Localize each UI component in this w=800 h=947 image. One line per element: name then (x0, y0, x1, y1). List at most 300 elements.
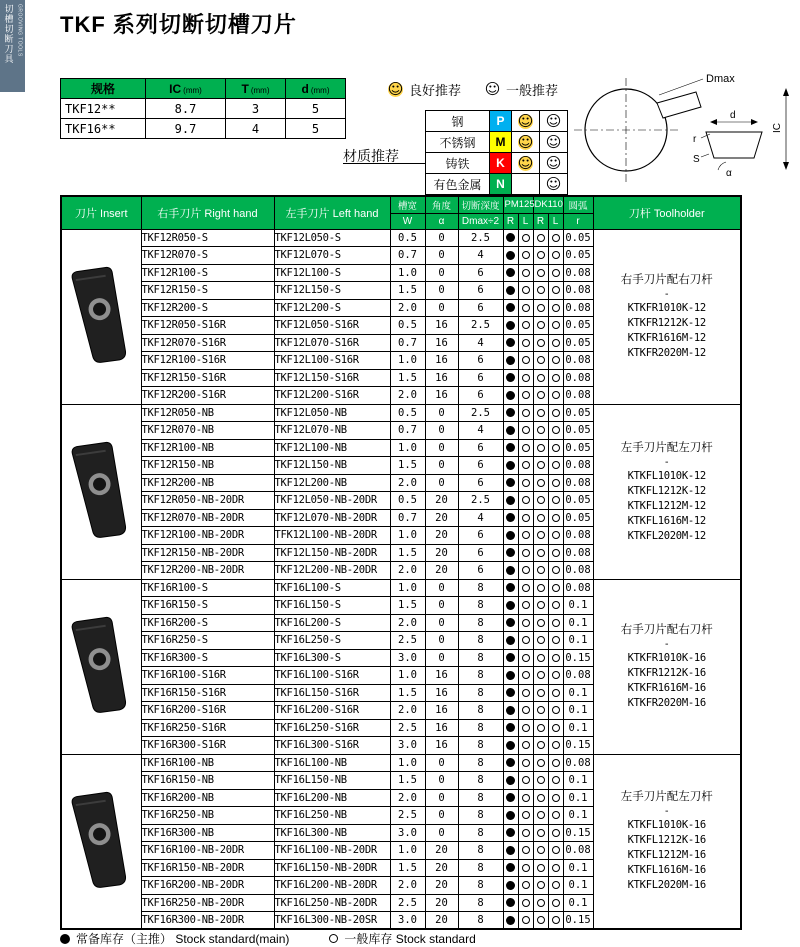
corner-radius-value: 0.1 (563, 684, 593, 702)
pm125-l-stock-cell (518, 824, 533, 842)
pm125-l-stock-cell (518, 387, 533, 405)
stock-main-dot-icon (506, 846, 515, 855)
groove-width-value: 1.0 (390, 667, 425, 685)
stock-normal-dot-icon (537, 321, 545, 329)
toolholder-dash: - (665, 455, 669, 468)
material-row (426, 153, 568, 174)
pm125-l-stock-cell (518, 842, 533, 860)
corner-radius-value: 0.1 (563, 807, 593, 825)
corner-radius-value: 0.08 (563, 544, 593, 562)
right-hand-model: TKF12R070-NB-20DR (141, 509, 274, 527)
dk110-r-stock-cell (533, 894, 548, 912)
normal-smiley-icon: ☺ (545, 153, 562, 172)
stock-normal-dot-icon (537, 391, 545, 399)
cut-depth-value: 8 (458, 772, 503, 790)
stock-normal-dot-icon (522, 794, 530, 802)
stock-normal-dot-icon (537, 234, 545, 242)
right-hand-model: TKF12R070-S (141, 247, 274, 265)
corner-radius-value: 0.1 (563, 772, 593, 790)
stock-main-dot-icon (506, 513, 515, 522)
pm125-r-stock-cell (503, 457, 518, 475)
cut-depth-value: 8 (458, 842, 503, 860)
stock-normal-dot-icon (522, 601, 530, 609)
spec-header-row (61, 79, 346, 99)
pm125-r-stock-cell (503, 527, 518, 545)
dk110-l-stock-cell (548, 597, 563, 615)
pm125-l-stock-cell (518, 597, 533, 615)
stock-main-dot-icon (506, 373, 515, 382)
toolholder-model: KTKFL1010K-12 (627, 469, 706, 482)
right-hand-model: TKF16R200-NB-20DR (141, 877, 274, 895)
right-hand-model: TKF12R150-S16R (141, 369, 274, 387)
toolholder-model: KTKFR1616M-12 (627, 332, 706, 344)
stock-normal-dot-icon (537, 759, 545, 767)
angle-value: 0 (425, 229, 458, 247)
dk110-r-stock-cell (533, 632, 548, 650)
side-tab-en-label: GROOVING TOOLS (16, 4, 23, 57)
right-hand-model: TKF16R250-S (141, 632, 274, 650)
stock-normal-dot-icon (537, 566, 545, 574)
groove-width-value: 1.5 (390, 597, 425, 615)
cut-depth-value: 6 (458, 387, 503, 405)
dk110-l-stock-cell (548, 737, 563, 755)
dk110-r-stock-cell (533, 474, 548, 492)
corner-radius-value: 0.05 (563, 317, 593, 335)
corner-radius-value: 0.15 (563, 737, 593, 755)
left-hand-model: TKF16L300-NB-20SR (274, 912, 390, 930)
angle-value: 20 (425, 527, 458, 545)
stock-normal-dot-icon (552, 584, 560, 592)
angle-value: 0 (425, 422, 458, 440)
right-hand-model: TKF16R100-S (141, 579, 274, 597)
left-hand-model: TKF16L150-S (274, 597, 390, 615)
table-row (61, 754, 741, 772)
stock-legend-main (60, 930, 289, 947)
col-header-right-hand: 右手刀片 Right hand (141, 196, 274, 229)
right-hand-model: TKF12R070-NB (141, 422, 274, 440)
stock-main-dot-icon (506, 601, 515, 610)
cut-depth-value: 6 (458, 527, 503, 545)
left-hand-model: TKF12L070-S (274, 247, 390, 265)
ic-label: IC (772, 123, 783, 133)
pm125-r-stock-cell (503, 404, 518, 422)
dk110-r-stock-cell (533, 824, 548, 842)
alpha-label: α (726, 168, 732, 179)
stock-normal-dot-icon (522, 234, 530, 242)
groove-width-value: 0.7 (390, 422, 425, 440)
groove-width-value: 3.0 (390, 737, 425, 755)
corner-radius-value: 0.1 (563, 597, 593, 615)
cut-depth-value: 8 (458, 737, 503, 755)
angle-value: 0 (425, 579, 458, 597)
spec-header-ic: IC (mm) (146, 79, 226, 99)
dk110-r-stock-cell (533, 527, 548, 545)
angle-value: 0 (425, 282, 458, 300)
toolholder-model: KTKFR2020M-16 (627, 697, 706, 709)
stock-normal-dot-icon (537, 286, 545, 294)
dk110-l-stock-cell (548, 247, 563, 265)
dk110-r-stock-cell (533, 457, 548, 475)
stock-normal-dot-icon (537, 706, 545, 714)
right-hand-model: TKF16R250-NB (141, 807, 274, 825)
s-label: S (693, 154, 700, 165)
pm125-l-stock-cell (518, 229, 533, 247)
stock-normal-dot-icon (522, 706, 530, 714)
pm125-r-stock-cell (503, 439, 518, 457)
toolholder-model: KTKFL1212M-16 (627, 849, 706, 862)
pm125-l-stock-cell (518, 439, 533, 457)
stock-normal-dot-icon (522, 846, 530, 854)
stock-normal-dot-icon (522, 776, 530, 784)
angle-value: 16 (425, 334, 458, 352)
pm125-l-stock-cell (518, 492, 533, 510)
table-row (61, 579, 741, 597)
angle-value: 0 (425, 439, 458, 457)
pm125-r-stock-cell (503, 894, 518, 912)
dk110-l-stock-cell (548, 912, 563, 930)
groove-width-value: 1.0 (390, 264, 425, 282)
corner-radius-value: 0.05 (563, 422, 593, 440)
dk110-l-stock-cell (548, 369, 563, 387)
stock-main-dot-icon (506, 286, 515, 295)
pm125-r-stock-cell (503, 754, 518, 772)
corner-radius-value: 0.15 (563, 649, 593, 667)
stock-normal-dot-icon (552, 531, 560, 539)
pm125-r-stock-cell (503, 247, 518, 265)
stock-main-dot-icon (506, 251, 515, 260)
dk110-l-stock-cell (548, 282, 563, 300)
right-hand-model: TKF12R100-S16R (141, 352, 274, 370)
corner-radius-value: 0.05 (563, 229, 593, 247)
groove-width-value: 2.5 (390, 807, 425, 825)
stock-normal-dot-icon (552, 339, 560, 347)
pm125-l-stock-cell (518, 404, 533, 422)
stock-main-dot-icon (506, 391, 515, 400)
stock-normal-dot-icon (537, 251, 545, 259)
right-hand-model: TKF16R250-S16R (141, 719, 274, 737)
dk110-l-stock-cell (548, 859, 563, 877)
dk110-l-stock-cell (548, 387, 563, 405)
angle-value: 0 (425, 597, 458, 615)
stock-normal-dot-icon (522, 864, 530, 872)
dk110-r-stock-cell (533, 597, 548, 615)
groove-width-value: 0.5 (390, 404, 425, 422)
right-hand-model: TKF16R250-NB-20DR (141, 894, 274, 912)
groove-width-value: 1.0 (390, 352, 425, 370)
pm125-r-stock-cell (503, 299, 518, 317)
cut-depth-value: 8 (458, 789, 503, 807)
left-hand-model: TKF12L100-S16R (274, 352, 390, 370)
insert-dimension-diagram (560, 66, 796, 194)
groove-width-value: 1.5 (390, 369, 425, 387)
right-hand-model: TKF16R300-NB-20DR (141, 912, 274, 930)
cut-depth-value: 6 (458, 299, 503, 317)
right-hand-model: TKF16R200-S (141, 614, 274, 632)
cut-depth-value: 2.5 (458, 492, 503, 510)
pm125-r-stock-cell (503, 544, 518, 562)
left-hand-model: TKF12L050-S16R (274, 317, 390, 335)
corner-radius-value: 0.1 (563, 632, 593, 650)
stock-normal-dot-icon (522, 426, 530, 434)
left-hand-model: TKF16L300-NB (274, 824, 390, 842)
good-smiley-icon: ☺ (517, 111, 534, 130)
stock-main-dot-icon (506, 881, 515, 890)
dk110-l-stock-cell (548, 299, 563, 317)
corner-radius-value: 0.1 (563, 859, 593, 877)
stock-normal-dot-icon (537, 881, 545, 889)
right-hand-model: TKF12R150-NB-20DR (141, 544, 274, 562)
groove-width-value: 2.0 (390, 387, 425, 405)
stock-normal-dot-icon (522, 514, 530, 522)
angle-value: 0 (425, 754, 458, 772)
toolholder-model: KTKFL1010K-16 (627, 819, 706, 832)
side-tab (0, 0, 25, 92)
stock-normal-dot-icon (552, 706, 560, 714)
pm125-r-stock-cell (503, 772, 518, 790)
stock-normal-dot-icon (537, 409, 545, 417)
pm125-r-stock-cell (503, 789, 518, 807)
right-hand-model: TKF12R200-NB-20DR (141, 562, 274, 580)
pm125-r-stock-cell (503, 562, 518, 580)
spec-row (61, 99, 346, 119)
spec-cell: 9.7 (146, 119, 226, 139)
toolholder-model: KTKFL1212K-16 (627, 834, 706, 847)
stock-normal-dot-icon (552, 829, 560, 837)
dk110-l-stock-cell (548, 614, 563, 632)
angle-value: 16 (425, 352, 458, 370)
dk110-r-stock-cell (533, 754, 548, 772)
spec-cell: TKF12** (61, 99, 146, 119)
material-rating-cell (512, 153, 540, 174)
groove-width-value: 2.0 (390, 702, 425, 720)
groove-width-value: 0.7 (390, 334, 425, 352)
angle-value: 0 (425, 264, 458, 282)
stock-main-dot-icon (506, 898, 515, 907)
material-name: 有色金属 (426, 174, 490, 195)
stock-normal-dot-icon (552, 356, 560, 364)
stock-normal-dot-icon (522, 496, 530, 504)
stock-normal-dot-icon (552, 864, 560, 872)
angle-value: 20 (425, 562, 458, 580)
cut-depth-value: 2.5 (458, 404, 503, 422)
stock-normal-dot-icon (537, 846, 545, 854)
right-hand-model: TKF12R150-S (141, 282, 274, 300)
groove-width-value: 2.0 (390, 877, 425, 895)
dk110-r-stock-cell (533, 369, 548, 387)
corner-radius-value: 0.05 (563, 247, 593, 265)
stock-main-dot-icon (506, 531, 515, 540)
stock-normal-dot-icon (552, 636, 560, 644)
toolholder-cell (593, 229, 741, 404)
dk110-r-stock-cell (533, 352, 548, 370)
spec-header-d: d (mm) (286, 79, 346, 99)
right-hand-model: TKF16R150-NB (141, 772, 274, 790)
spec-table (60, 78, 346, 139)
dk110-l-stock-cell (548, 894, 563, 912)
pm125-r-stock-cell (503, 719, 518, 737)
cut-depth-value: 4 (458, 422, 503, 440)
dk110-l-stock-cell (548, 667, 563, 685)
stock-normal-dot-icon (522, 899, 530, 907)
toolholder-model: KTKFL1616M-16 (627, 864, 706, 877)
pm125-l-stock-cell (518, 369, 533, 387)
left-hand-model: TKF12L200-S (274, 299, 390, 317)
insert-image-cell (61, 404, 141, 579)
toolholder-model: KTKFL2020M-12 (627, 529, 706, 542)
right-hand-model: TKF16R300-S (141, 649, 274, 667)
toolholder-dash: - (665, 638, 669, 650)
stock-normal-dot-icon (552, 286, 560, 294)
stock-main-dot-icon (506, 828, 515, 837)
corner-radius-value: 0.1 (563, 702, 593, 720)
left-hand-model: TKF12L100-NB (274, 439, 390, 457)
angle-value: 20 (425, 859, 458, 877)
dk110-l-stock-cell (548, 842, 563, 860)
dk110-l-stock-cell (548, 439, 563, 457)
left-hand-model: TKF16L150-NB-20DR (274, 859, 390, 877)
pm125-l-stock-cell (518, 352, 533, 370)
corner-radius-value: 0.08 (563, 299, 593, 317)
stock-main-dot-icon (506, 408, 515, 417)
pm125-r-stock-cell (503, 317, 518, 335)
dk110-r-stock-cell (533, 737, 548, 755)
toolholder-model: KTKFL1212M-12 (627, 499, 706, 512)
dk110-l-stock-cell (548, 632, 563, 650)
dk110-l-stock-cell (548, 772, 563, 790)
stock-normal-dot-icon (552, 409, 560, 417)
stock-main-dot-icon (506, 548, 515, 557)
cut-depth-value: 6 (458, 562, 503, 580)
pm125-l-stock-cell (518, 317, 533, 335)
stock-normal-dot-icon (552, 479, 560, 487)
stock-main-dot-icon (506, 618, 515, 627)
stock-main-label: 常备库存（主推） Stock standard(main) (76, 932, 290, 946)
pm125-l-stock-cell (518, 457, 533, 475)
good-smiley-icon: ☺ (517, 132, 534, 151)
cut-depth-value: 8 (458, 894, 503, 912)
stock-normal-dot-icon (522, 724, 530, 732)
stock-main-dot-icon (506, 338, 515, 347)
good-smiley-icon: ☺ (387, 80, 404, 98)
angle-value: 0 (425, 824, 458, 842)
pm125-l-stock-cell (518, 299, 533, 317)
pm125-l-stock-cell (518, 667, 533, 685)
right-hand-model: TKF12R050-S (141, 229, 274, 247)
dk110-r-stock-cell (533, 422, 548, 440)
stock-normal-dot-icon (552, 304, 560, 312)
pm125-l-stock-cell (518, 877, 533, 895)
table-row (61, 229, 741, 247)
cut-depth-value: 8 (458, 719, 503, 737)
dk110-l-stock-cell (548, 562, 563, 580)
dk110-r-stock-cell (533, 842, 548, 860)
col-header-insert: 刀片 Insert (61, 196, 141, 229)
dk110-r-stock-cell (533, 509, 548, 527)
stock-normal-dot-icon (522, 759, 530, 767)
stock-main-dot-icon (506, 303, 515, 312)
table-header-row (61, 196, 741, 213)
material-rating-cell (512, 174, 540, 195)
dk110-r-stock-cell (533, 562, 548, 580)
corner-radius-value: 0.08 (563, 387, 593, 405)
side-tab-cn-label: 切槽切断刀具 (3, 4, 14, 64)
pm125-l-stock-cell (518, 754, 533, 772)
stock-normal-dot-icon (552, 514, 560, 522)
right-hand-model: TKF16R300-NB (141, 824, 274, 842)
dk110-l-stock-cell (548, 719, 563, 737)
spec-row (61, 119, 346, 139)
angle-value: 20 (425, 894, 458, 912)
stock-main-dot-icon (506, 443, 515, 452)
angle-value: 0 (425, 649, 458, 667)
left-hand-model: TKF12L150-S (274, 282, 390, 300)
stock-normal-dot-icon (552, 251, 560, 259)
angle-value: 20 (425, 509, 458, 527)
angle-value: 0 (425, 247, 458, 265)
pm125-r-stock-cell (503, 422, 518, 440)
stock-main-dot-icon (506, 233, 515, 242)
stock-normal-dot-icon (552, 496, 560, 504)
stock-normal-dot-icon (522, 321, 530, 329)
stock-normal-dot-icon (537, 514, 545, 522)
left-hand-model: TKF16L200-S16R (274, 702, 390, 720)
stock-normal-dot-icon (537, 356, 545, 364)
pm125-l-stock-cell (518, 702, 533, 720)
right-hand-model: TKF16R300-S16R (141, 737, 274, 755)
angle-value: 16 (425, 719, 458, 737)
recommendation-legend (388, 80, 558, 99)
stock-normal-dot-icon (552, 776, 560, 784)
dk110-r-stock-cell (533, 579, 548, 597)
stock-normal-dot-icon (552, 374, 560, 382)
stock-normal-dot-icon (537, 444, 545, 452)
pm125-r-stock-cell (503, 614, 518, 632)
left-hand-model: TKF16L250-S16R (274, 719, 390, 737)
stock-normal-dot-icon (552, 811, 560, 819)
col-header-angle: 角度 (425, 196, 458, 213)
dk110-l-stock-cell (548, 474, 563, 492)
stock-normal-dot-icon (552, 234, 560, 242)
groove-width-value: 2.5 (390, 719, 425, 737)
groove-width-value: 0.5 (390, 229, 425, 247)
groove-width-value: 3.0 (390, 824, 425, 842)
groove-width-value: 1.5 (390, 282, 425, 300)
corner-radius-value: 0.05 (563, 404, 593, 422)
pm125-l-stock-cell (518, 509, 533, 527)
dk110-l-stock-cell (548, 422, 563, 440)
pm125-r-stock-cell (503, 912, 518, 930)
dk110-l-stock-cell (548, 649, 563, 667)
material-name: 钢 (426, 111, 490, 132)
stock-normal-dot-icon (537, 479, 545, 487)
angle-value: 0 (425, 614, 458, 632)
angle-value: 16 (425, 737, 458, 755)
pm125-r-stock-cell (503, 632, 518, 650)
stock-normal-dot-icon (522, 811, 530, 819)
stock-normal-dot-icon (522, 251, 530, 259)
material-table-body (426, 111, 568, 195)
corner-radius-value: 0.08 (563, 282, 593, 300)
left-hand-model: TKF16L250-S (274, 632, 390, 650)
stock-normal-dot-icon (537, 549, 545, 557)
groove-width-value: 2.0 (390, 614, 425, 632)
dk110-l-stock-cell (548, 684, 563, 702)
material-table (425, 110, 568, 195)
right-hand-model: TKF16R100-NB (141, 754, 274, 772)
right-hand-model: TKF16R150-NB-20DR (141, 859, 274, 877)
stock-normal-dot-icon (522, 829, 530, 837)
left-hand-model: TKF16L100-S16R (274, 667, 390, 685)
